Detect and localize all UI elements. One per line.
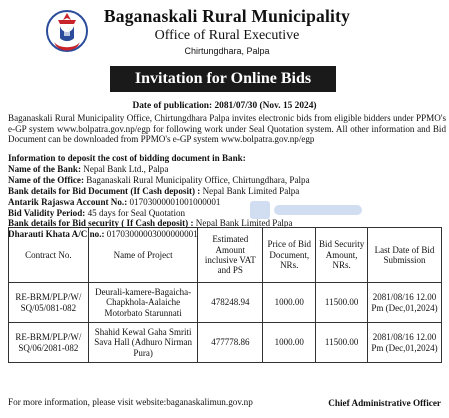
info-line: Bid Validity Period: 45 days for Seal Quotation: [8, 207, 186, 218]
signatory: Chief Administrative Officer: [328, 398, 441, 408]
office-name: Office of Rural Executive: [154, 28, 300, 43]
last-date-cell: 2081/08/16 12.00 Pm (Dec,01,2024): [368, 283, 442, 323]
info-line: Name of the Bank: Nepal Bank Ltd., Palpa: [8, 163, 169, 174]
page-title: Invitation for Online Bids: [110, 66, 336, 92]
table-header-row: [9, 228, 442, 283]
column-header: Name of Project: [88, 228, 198, 283]
info-line: Bank details for Bid Document (If Cash deposit) : Nepal Bank Limited Palpa: [8, 185, 300, 196]
bid-security-cell: 11500.00: [316, 283, 368, 323]
estimated-amount-cell: 477778.86: [198, 323, 263, 363]
last-date-cell: 2081/08/16 12.00 Pm (Dec,01,2024): [368, 323, 442, 363]
publication-date: Date of publication: 2081/07/30 (Nov. 15 2024): [132, 101, 317, 111]
table-row: [9, 323, 442, 363]
bid-security-cell: 11500.00: [316, 323, 368, 363]
column-header: Bid Security Amount, NRs.: [316, 228, 368, 283]
contract-no-cell: RE-BRM/PLP/W/ SQ/06/2081-082: [9, 323, 89, 363]
location: Chirtungdhara, Palpa: [184, 46, 270, 56]
nepal-emblem-icon: [44, 4, 90, 54]
intro-paragraph: Baganaskali Rural Municipality Office, Chirtungdhara Palpa invites electronic bids from eligible bidders under PPMO's e-GP system www.bolpatra.gov.np/egp for following work under Seal Quotation system. All other information and Bid Document can be downloaded from PPMO's e-GP system www.bolpatra.gov.np/egp: [8, 113, 446, 145]
table-row: [9, 283, 442, 323]
organization-name: Baganaskali Rural Municipality: [103, 6, 351, 26]
info-line: Bank details for Bid security ( If Cash deposit) : Nepal Bank Limited Palpa: [8, 218, 293, 229]
info-line: Name of the Office: Baganaskali Rural Municipality Office, Chirtungdhara, Palpa: [8, 174, 310, 185]
project-name-cell: Shahid Kewal Gaha Smriti Sava Hall (Adhuro Nirman Pura): [88, 323, 198, 363]
watermark-logo: [248, 197, 368, 223]
more-info-text: For more information, please visit website:baganaskalimun.gov.np: [8, 397, 253, 407]
contract-no-cell: RE-BRM/PLP/W/ SQ/05/081-082: [9, 283, 89, 323]
info-line: Information to deposit the cost of bidding document in Bank:: [8, 153, 246, 163]
column-header: Last Date of Bid Submission: [368, 228, 442, 283]
column-header: Estimated Amount inclusive VAT and PS: [198, 228, 263, 283]
letterhead: [0, 0, 449, 62]
info-line: Dharauti Khata A/C no.: 01703000003000000001: [8, 229, 198, 240]
document-price-cell: 1000.00: [263, 323, 316, 363]
column-header: Contract No.: [9, 228, 89, 283]
info-line: Antarik Rajaswa Account No.: 01703000001001000001: [8, 196, 221, 207]
project-name-cell: Deurali-kamere-Bagaicha-Chapkhola-Aalaiche Motorbato Starunnati: [88, 283, 198, 323]
estimated-amount-cell: 478248.94: [198, 283, 263, 323]
document-price-cell: 1000.00: [263, 283, 316, 323]
column-header: Price of Bid Document, NRs.: [263, 228, 316, 283]
bids-table: [8, 227, 442, 363]
